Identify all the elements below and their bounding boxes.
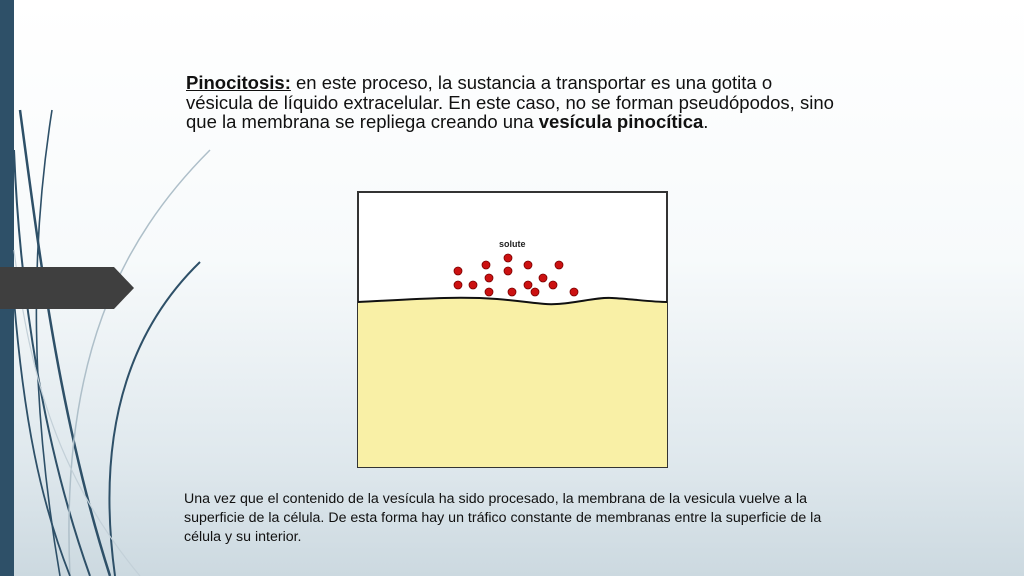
solute-particle <box>508 288 516 296</box>
solute-particle <box>485 288 493 296</box>
main-paragraph-end: . <box>703 111 709 132</box>
main-paragraph <box>186 73 836 132</box>
solute-particle <box>482 261 490 269</box>
solute-particle <box>524 261 532 269</box>
solute-particle <box>454 281 462 289</box>
solute-particle <box>539 274 547 282</box>
solute-particle <box>504 267 512 275</box>
slide-tab-marker <box>0 267 134 309</box>
solute-particle <box>555 261 563 269</box>
solute-particle <box>549 281 557 289</box>
solute-particle <box>485 274 493 282</box>
solute-particle <box>570 288 578 296</box>
solute-particle <box>531 288 539 296</box>
vesicula-term: vesícula pinocítica <box>538 111 704 132</box>
solute-label: solute <box>499 239 526 249</box>
main-paragraph-body: en este proceso, la sustancia a transportar es una gotita o vésicula de líquido extracelular. En este caso, no se forman pseudópodos, sino que la membrana se repliega creando una <box>186 72 834 132</box>
pinocytosis-diagram <box>357 191 668 468</box>
solute-particle <box>454 267 462 275</box>
solute-particle <box>504 254 512 262</box>
cytoplasm-area <box>358 298 667 467</box>
pinocitosis-heading: Pinocitosis: <box>186 72 291 93</box>
footer-paragraph: Una vez que el contenido de la vesícula ha sido procesado, la membrana de la vesicula vuelve a la superficie de la célula. De esta forma hay un tráfico constante de membranas entre la superficie de la célula y su interior. <box>184 491 822 545</box>
solute-particle <box>469 281 477 289</box>
solute-particle <box>524 281 532 289</box>
